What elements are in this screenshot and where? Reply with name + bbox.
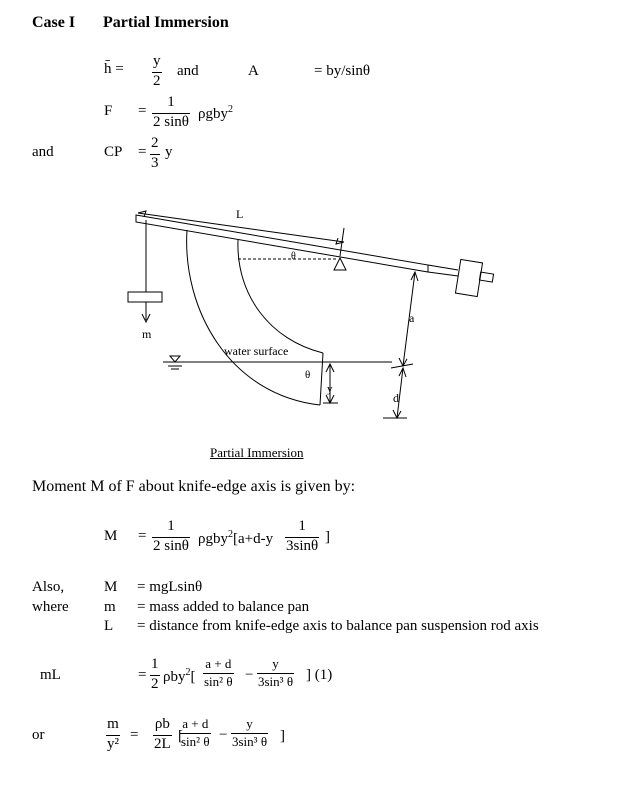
eq1-lhs: h̄ = (104, 61, 124, 77)
eq1-and: and (177, 63, 199, 79)
eq6-lhs-fraction (106, 717, 120, 753)
fig-label-a: a (409, 311, 415, 325)
eq3-denominator: 3 (151, 154, 159, 171)
eq6-lhs-numerator: m (107, 716, 119, 732)
eq5-fraction-b (257, 657, 294, 688)
moment-intro: Moment M of F about knife-edge axis is given by: (32, 478, 356, 495)
outer-arc (187, 230, 320, 405)
case-title: Partial Immersion (103, 14, 229, 31)
eq6-denominator-a: sin² θ (181, 733, 210, 749)
eq4-numerator-2: 1 (298, 518, 306, 534)
eq1-numerator: y (153, 53, 161, 69)
def-text-m: = mass added to balance pan (137, 599, 310, 615)
eq6-denominator: 2L (154, 735, 171, 752)
counterweight-knob (479, 272, 493, 282)
eq3-and-word: and (32, 144, 54, 160)
eq5-fraction (150, 657, 160, 693)
eq6-numerator: ρb (154, 716, 170, 732)
rod-extension (428, 265, 458, 270)
eq2-lhs: F (104, 103, 113, 119)
eq4-mid: ρgby$^2$[a+d-y (198, 529, 274, 547)
eq1-A-rhs: = by/sinθ (314, 63, 371, 79)
def-sym-m: m (104, 599, 116, 615)
eq6-numerator-b: y (246, 716, 253, 731)
eq6-minus: − (219, 727, 228, 743)
balance-pan (128, 292, 162, 302)
where-word: where (32, 599, 69, 615)
eq2-rest: ρgby$^2$ (198, 104, 233, 122)
eq5-denominator-b: 3sin³ θ (258, 673, 294, 689)
water-level-icon (170, 356, 180, 362)
inner-arc (238, 240, 323, 353)
eq4-fraction (152, 519, 190, 555)
eq2-numerator: 1 (167, 94, 175, 110)
def-sym-L: L (104, 618, 114, 634)
eq6-open: [ (178, 728, 183, 744)
eq6-fraction-b (231, 717, 268, 748)
eq4-numerator: 1 (167, 518, 175, 534)
eq6-numerator-a: a + d (182, 716, 209, 731)
def-sym-M: M (104, 579, 118, 595)
eq6-close: ] (280, 728, 285, 744)
balance-beam (136, 215, 428, 272)
fig-label-theta-bottom: θ (305, 369, 311, 381)
eq2-denominator: 2 sinθ (153, 113, 189, 130)
eq4-close: ] (325, 529, 330, 545)
fig-label-water-surface: water surface (224, 344, 289, 358)
eq6-equals: = (130, 727, 139, 743)
fig-label-d: d (393, 391, 399, 405)
eq5-numerator: 1 (151, 656, 159, 672)
eq5-denominator: 2 (151, 675, 159, 692)
eq5-lhs: mL (40, 667, 61, 683)
eq3-numerator: 2 (151, 135, 159, 151)
eq3-rest: y (165, 144, 173, 160)
eq5-mid: ρby$^2$[ (163, 667, 196, 685)
eq5-close: ] (1) (306, 667, 333, 683)
eq4-lhs: M (104, 528, 118, 544)
eq6-or-word: or (32, 727, 45, 743)
eq3-lhs: CP (104, 144, 123, 160)
eq5-denominator-a: sin² θ (204, 673, 233, 689)
case-label: Case I (32, 14, 76, 31)
fig-label-y: y (327, 383, 333, 395)
knife-edge (334, 258, 346, 270)
eq5-numerator-b: y (272, 656, 279, 671)
eq3-equals: = (138, 144, 147, 160)
eq1-A-symbol: A (248, 63, 259, 79)
eq5-numerator-a: a + d (205, 656, 232, 671)
counterweight (455, 259, 482, 296)
eq4-fraction-2 (285, 519, 319, 555)
eq6-fraction (153, 717, 172, 753)
also-word: Also, (32, 579, 65, 595)
quadrant-end-face (320, 353, 323, 405)
fig-label-m: m (142, 327, 152, 341)
eq4-denominator-2: 3sinθ (286, 537, 319, 554)
eq1-denominator: 2 (153, 72, 161, 89)
eq6-fraction-a (180, 717, 211, 748)
eq5-fraction-a (203, 657, 234, 688)
eq5-minus: − (245, 667, 254, 683)
eq6-lhs-denominator: y² (107, 735, 119, 752)
eq4-equals: = (138, 528, 147, 544)
def-text-L: = distance from knife-edge axis to balance pan suspension rod axis (137, 618, 539, 634)
eq2-equals: = (138, 103, 147, 119)
eq6-denominator-b: 3sin³ θ (232, 733, 268, 749)
def-text-M: = mgLsinθ (137, 579, 203, 595)
fig-label-theta-top: θ (291, 251, 296, 262)
fig-label-L: L (236, 207, 244, 221)
figure-caption: Partial Immersion (210, 445, 304, 460)
eq4-denominator: 2 sinθ (153, 537, 189, 554)
eq5-equals: = (138, 667, 147, 683)
